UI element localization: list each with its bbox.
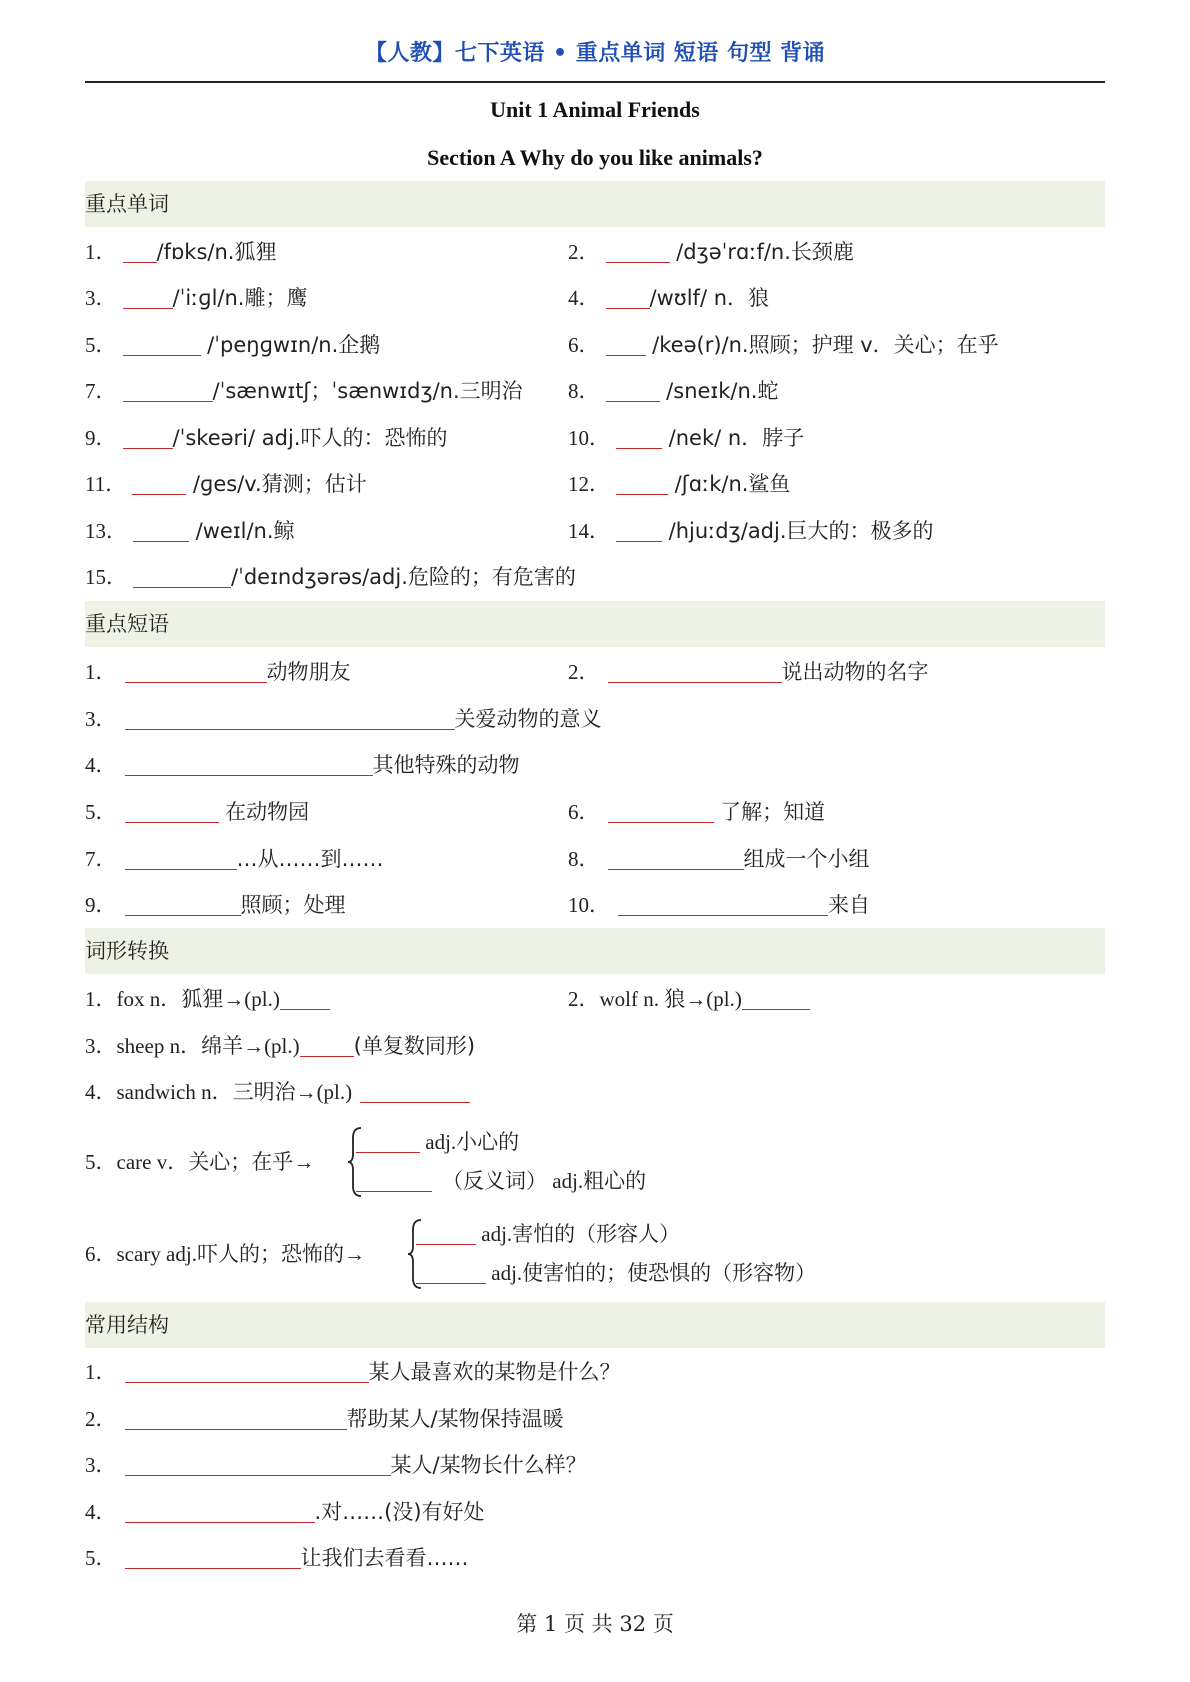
word-item-11: 11． /ɡes/v.猜测；估计 [85,464,367,504]
structure-item-4: 4． .对……(没)有好处 [85,1492,485,1532]
answer-blank[interactable] [123,375,213,402]
form-item-3: 3．sheep n．绵羊→(pl.) (单复数同形) [85,1026,475,1066]
answer-blank[interactable] [133,561,231,588]
answer-blank[interactable] [300,1030,354,1057]
answer-blank[interactable] [125,1403,347,1430]
form-6-option-b: adj.使害怕的；使恐惧的（形容物） [416,1253,816,1293]
answer-blank[interactable] [123,422,173,449]
phrase-item-9: 9． 照顾；处理 [85,885,346,925]
answer-blank[interactable] [356,1126,420,1153]
answer-blank[interactable] [125,889,241,916]
phrase-item-6: 6． 了解；知道 [568,792,825,832]
phrase-item-8: 8． 组成一个小组 [568,839,870,879]
answer-blank[interactable] [125,749,373,776]
answer-blank[interactable] [742,983,810,1010]
answer-blank[interactable] [123,282,173,309]
form-5-option-a: adj.小心的 [356,1122,519,1162]
section-forms-header [85,928,1105,974]
answer-blank[interactable] [416,1218,476,1245]
word-item-6: 6． /keə(r)/n.照顾；护理 v．关心；在乎 [568,325,999,365]
answer-blank[interactable] [132,468,186,495]
form-5-option-b: （反义词） adj.粗心的 [356,1161,646,1201]
answer-blank[interactable] [280,983,330,1010]
structure-item-5: 5． 让我们去看看…… [85,1538,469,1578]
answer-blank[interactable] [606,329,646,356]
answer-blank[interactable] [608,843,744,870]
answer-blank[interactable] [416,1257,486,1284]
form-item-5: 5．care v．关心；在乎→ [85,1150,315,1174]
answer-blank[interactable] [123,329,201,356]
header-rule [85,81,1105,83]
answer-blank[interactable] [608,796,714,823]
section-phrases-header [85,601,1105,647]
structure-item-2: 2． 帮助某人/某物保持温暖 [85,1399,564,1439]
word-item-10: 10． /nek/ n．脖子 [568,418,804,458]
word-item-14: 14． /hjuːdʒ/adj.巨大的：极多的 [568,511,934,551]
phrase-item-3: 3． 关爱动物的意义 [85,699,602,739]
phrase-item-5: 5． 在动物园 [85,792,309,832]
word-item-7: 7． /ˈsænwɪtʃ；ˈsænwɪdʒ/n.三明治 [85,371,523,411]
phrase-item-4: 4． 其他特殊的动物 [85,745,520,785]
answer-blank[interactable] [356,1165,432,1192]
form-item-6: 6．scary adj.吓人的；恐怖的→ [85,1242,365,1266]
unit-title: Unit 1 Animal Friends [490,97,700,122]
answer-blank[interactable] [616,422,662,449]
answer-blank[interactable] [616,515,662,542]
phrase-item-1: 1． 动物朋友 [85,652,351,692]
phrase-item-10: 10． 来自 [568,885,870,925]
section-phrases-label: 重点短语 [85,612,169,636]
structure-item-3: 3． 某人/某物长什么样？ [85,1445,587,1485]
page-header: 【人教】七下英语 • 重点单词 短语 句型 背诵 [364,41,826,66]
word-item-12: 12． /ʃɑːk/n.鲨鱼 [568,464,790,504]
section-words-label: 重点单词 [85,192,169,216]
answer-blank[interactable] [618,889,828,916]
answer-blank[interactable] [133,515,189,542]
phrase-item-7: 7． …从……到…… [85,839,384,879]
answer-blank[interactable] [606,375,660,402]
section-forms-label: 词形转换 [85,939,169,963]
form-item-4: 4．sandwich n．三明治→(pl.) [85,1072,470,1112]
form-item-2: 2．wolf n. 狼→(pl.) [568,979,810,1019]
answer-blank[interactable] [125,1356,369,1383]
word-item-4: 4． /wʊlf/ n．狼 [568,278,769,318]
answer-blank[interactable] [608,656,782,683]
section-title: Section A Why do you like animals? [427,145,763,170]
answer-blank[interactable] [125,656,267,683]
page-footer: 第 1 页 共 32 页 [516,1612,674,1636]
section-words-header [85,181,1105,227]
answer-blank[interactable] [125,843,237,870]
word-item-8: 8． /sneɪk/n.蛇 [568,371,778,411]
word-item-1: 1． /fɒks/n.狐狸 [85,232,276,272]
answer-blank[interactable] [125,1542,301,1569]
answer-blank[interactable] [616,468,668,495]
answer-blank[interactable] [606,236,670,263]
phrase-item-2: 2． 说出动物的名字 [568,652,929,692]
form-6-option-a: adj.害怕的（形容人） [416,1214,680,1254]
form-item-1: 1．fox n．狐狸→(pl.) [85,979,330,1019]
answer-blank[interactable] [125,703,455,730]
section-structures-label: 常用结构 [85,1313,169,1337]
answer-blank[interactable] [125,1496,315,1523]
answer-blank[interactable] [125,796,219,823]
structure-item-1: 1． 某人最喜欢的某物是什么？ [85,1352,621,1392]
answer-blank[interactable] [360,1076,470,1103]
section-structures-header [85,1302,1105,1348]
word-item-5: 5． /ˈpeŋɡwɪn/n.企鹅 [85,325,380,365]
word-item-15: 15． /ˈdeɪndʒərəs/adj.危险的；有危害的 [85,557,576,597]
word-item-2: 2． /dʒəˈrɑːf/n.长颈鹿 [568,232,854,272]
word-item-9: 9． /ˈskeəri/ adj.吓人的：恐怖的 [85,418,447,458]
word-item-13: 13． /weɪl/n.鲸 [85,511,295,551]
answer-blank[interactable] [606,282,650,309]
answer-blank[interactable] [125,1449,391,1476]
answer-blank[interactable] [123,236,157,263]
word-item-3: 3． /ˈiːɡl/n.雕；鹰 [85,278,307,318]
